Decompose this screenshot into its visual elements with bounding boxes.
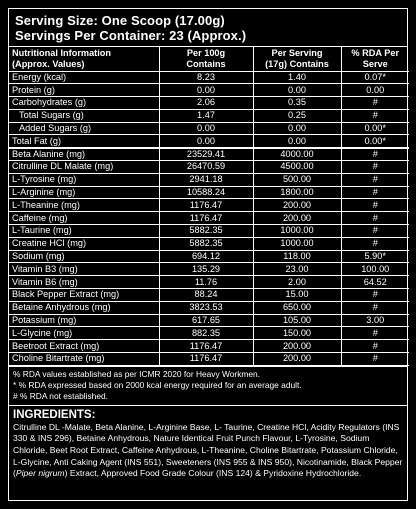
per-serving-value: 0.00 xyxy=(253,84,341,97)
table-row xyxy=(9,173,409,186)
table-row xyxy=(9,109,409,122)
nutrient-name: Caffeine (mg) xyxy=(9,212,159,225)
rda-value: # xyxy=(341,173,409,186)
nutrient-name: L-Taurine (mg) xyxy=(9,225,159,238)
table-row xyxy=(9,122,409,135)
rda-value: # xyxy=(341,148,409,161)
serving-size: Serving Size: One Scoop (17.00g) xyxy=(15,13,225,28)
per-serving-value: 500.00 xyxy=(253,173,341,186)
rda-value: # xyxy=(341,97,409,110)
per-serving-value: 200.00 xyxy=(253,353,341,366)
per-serving-value: 2.00 xyxy=(253,276,341,289)
nutrient-name: Vitamin B3 (mg) xyxy=(9,263,159,276)
header-rda: % RDA Per Serve xyxy=(341,47,409,71)
per-100g-value: 88.24 xyxy=(159,289,253,302)
rda-value: 5.90* xyxy=(341,250,409,263)
nutrient-name: Sodium (mg) xyxy=(9,250,159,263)
nutrient-name: Total Fat (g) xyxy=(9,135,159,148)
per-serving-value: 4000.00 xyxy=(253,148,341,161)
per-serving-value: 0.00 xyxy=(253,122,341,135)
per-100g-value: 694.12 xyxy=(159,250,253,263)
per-100g-value: 2.06 xyxy=(159,97,253,110)
rda-value: 0.07* xyxy=(341,71,409,84)
header-nutrient: Nutritional Information (Approx. Values) xyxy=(9,47,159,71)
per-100g-value: 882.35 xyxy=(159,327,253,340)
rda-value: # xyxy=(341,237,409,250)
per-serving-value: 0.00 xyxy=(253,135,341,148)
table-row xyxy=(9,237,409,250)
nutrient-name: Black Pepper Extract (mg) xyxy=(9,289,159,302)
table-row xyxy=(9,148,409,161)
nutrient-name: Beetroot Extract (mg) xyxy=(9,340,159,353)
per-100g-value: 0.00 xyxy=(159,135,253,148)
per-serving-value: 1.40 xyxy=(253,71,341,84)
per-100g-value: 5882.35 xyxy=(159,225,253,238)
table-row xyxy=(9,84,409,97)
footnote-rda: % RDA values established as per ICMR 2020 for Heavy Workmen. xyxy=(13,368,261,379)
rda-value: # xyxy=(341,327,409,340)
rda-value: # xyxy=(341,225,409,238)
rda-value: # xyxy=(341,161,409,174)
header-per-100g: Per 100g Contains xyxy=(159,47,253,71)
per-serving-value: 4500.00 xyxy=(253,161,341,174)
table-row xyxy=(9,199,409,212)
nutrient-name: Vitamin B6 (mg) xyxy=(9,276,159,289)
per-serving-value: 0.35 xyxy=(253,97,341,110)
per-100g-value: 23529.41 xyxy=(159,148,253,161)
per-serving-value: 0.25 xyxy=(253,109,341,122)
nutrient-name: Betaine Anhydrous (mg) xyxy=(9,301,159,314)
per-100g-value: 1.47 xyxy=(159,109,253,122)
per-serving-value: 1000.00 xyxy=(253,237,341,250)
ingredients-title: INGREDIENTS: xyxy=(13,408,96,421)
nutrient-name: L-Glycine (mg) xyxy=(9,327,159,340)
per-100g-value: 1176.47 xyxy=(159,353,253,366)
per-100g-value: 26470.59 xyxy=(159,161,253,174)
table-row xyxy=(9,161,409,174)
nutrient-name: L-Arginine (mg) xyxy=(9,186,159,199)
table-header-row xyxy=(9,47,409,71)
table-row xyxy=(9,97,409,110)
nutrient-name: Carbohydrates (g) xyxy=(9,97,159,110)
serving-info xyxy=(9,9,407,47)
table-row xyxy=(9,186,409,199)
ingredients-section xyxy=(9,406,407,482)
rda-value: # xyxy=(341,289,409,302)
rda-value: 3.00 xyxy=(341,314,409,327)
per-100g-value: 2941.18 xyxy=(159,173,253,186)
nutrient-name: L-Theanine (mg) xyxy=(9,199,159,212)
footnote-energy: * % RDA expressed based on 2000 kcal energy required for an average adult. xyxy=(13,380,302,391)
rda-value: 0.00* xyxy=(341,122,409,135)
table-row xyxy=(9,327,409,340)
per-100g-value: 135.29 xyxy=(159,263,253,276)
table-row xyxy=(9,353,409,366)
nutrient-name: Citrulline DL Malate (mg) xyxy=(9,161,159,174)
nutrient-name: Protein (g) xyxy=(9,84,159,97)
footnote-not-established: # % RDA not established. xyxy=(13,391,108,402)
per-serving-value: 118.00 xyxy=(253,250,341,263)
rda-value: # xyxy=(341,199,409,212)
nutrient-name: Added Sugars (g) xyxy=(9,122,159,135)
nutrient-name: Beta Alanine (mg) xyxy=(9,148,159,161)
per-serving-value: 200.00 xyxy=(253,212,341,225)
per-100g-value: 11.76 xyxy=(159,276,253,289)
table-row xyxy=(9,212,409,225)
table-row xyxy=(9,263,409,276)
table-row xyxy=(9,289,409,302)
rda-value: 64.52 xyxy=(341,276,409,289)
rda-value: # xyxy=(341,212,409,225)
per-100g-value: 3823.53 xyxy=(159,301,253,314)
nutrition-label xyxy=(8,8,408,501)
nutrient-name: L-Tyrosine (mg) xyxy=(9,173,159,186)
table-row xyxy=(9,301,409,314)
table-row xyxy=(9,225,409,238)
per-serving-value: 105.00 xyxy=(253,314,341,327)
nutrient-name: Choline Bitartrate (mg) xyxy=(9,353,159,366)
nutrient-name: Total Sugars (g) xyxy=(9,109,159,122)
per-100g-value: 617.65 xyxy=(159,314,253,327)
per-100g-value: 5882.35 xyxy=(159,237,253,250)
table-row xyxy=(9,250,409,263)
rda-value: 0.00 xyxy=(341,84,409,97)
table-row xyxy=(9,71,409,84)
per-serving-value: 150.00 xyxy=(253,327,341,340)
per-100g-value: 10588.24 xyxy=(159,186,253,199)
nutrition-table xyxy=(9,47,409,366)
header-per-serving: Per Serving (17g) Contains xyxy=(253,47,341,71)
servings-per-container: Servings Per Container: 23 (Approx.) xyxy=(15,28,247,43)
rda-value: # xyxy=(341,353,409,366)
rda-value: 0.00* xyxy=(341,135,409,148)
per-100g-value: 0.00 xyxy=(159,84,253,97)
per-100g-value: 1176.47 xyxy=(159,199,253,212)
per-serving-value: 1000.00 xyxy=(253,225,341,238)
table-row xyxy=(9,314,409,327)
footnotes xyxy=(9,366,407,406)
rda-value: # xyxy=(341,186,409,199)
per-serving-value: 1800.00 xyxy=(253,186,341,199)
rda-value: # xyxy=(341,340,409,353)
per-100g-value: 0.00 xyxy=(159,122,253,135)
per-serving-value: 23.00 xyxy=(253,263,341,276)
per-100g-value: 1176.47 xyxy=(159,212,253,225)
table-row xyxy=(9,276,409,289)
nutrient-name: Energy (kcal) xyxy=(9,71,159,84)
per-serving-value: 15.00 xyxy=(253,289,341,302)
rda-value: # xyxy=(341,109,409,122)
rda-value: # xyxy=(341,301,409,314)
per-100g-value: 1176.47 xyxy=(159,340,253,353)
nutrient-name: Creatine HCl (mg) xyxy=(9,237,159,250)
rda-value: 100.00 xyxy=(341,263,409,276)
per-serving-value: 200.00 xyxy=(253,340,341,353)
nutrient-name: Potassium (mg) xyxy=(9,314,159,327)
per-serving-value: 650.00 xyxy=(253,301,341,314)
table-row xyxy=(9,135,409,148)
ingredients-text: Citrulline DL -Malate, Beta Alanine, L-Arginine Base, L- Taurine, Creatine HCl, Acidity Regulators (INS 330 & INS 296), Betaine Anhydrous, Nature Identical Fruit Punch Flavour, L-Tyrosine, Sodium Chloride, Beet Root Extract, Caffeine Anhydrous, L-Theanine, Choline Bitartrate, Potassium Chloride, L-Glycine, Anti Caking Agent (INS 551), Sweeteners (INS 955 & INS 950), Nicotinamide, Black Pepper (Piper nigrum) Extract, Approved Food Grade Colour (INS 124) & Pyridoxine Hydrochloride. xyxy=(13,421,403,479)
table-row xyxy=(9,340,409,353)
per-100g-value: 8.23 xyxy=(159,71,253,84)
per-serving-value: 200.00 xyxy=(253,199,341,212)
